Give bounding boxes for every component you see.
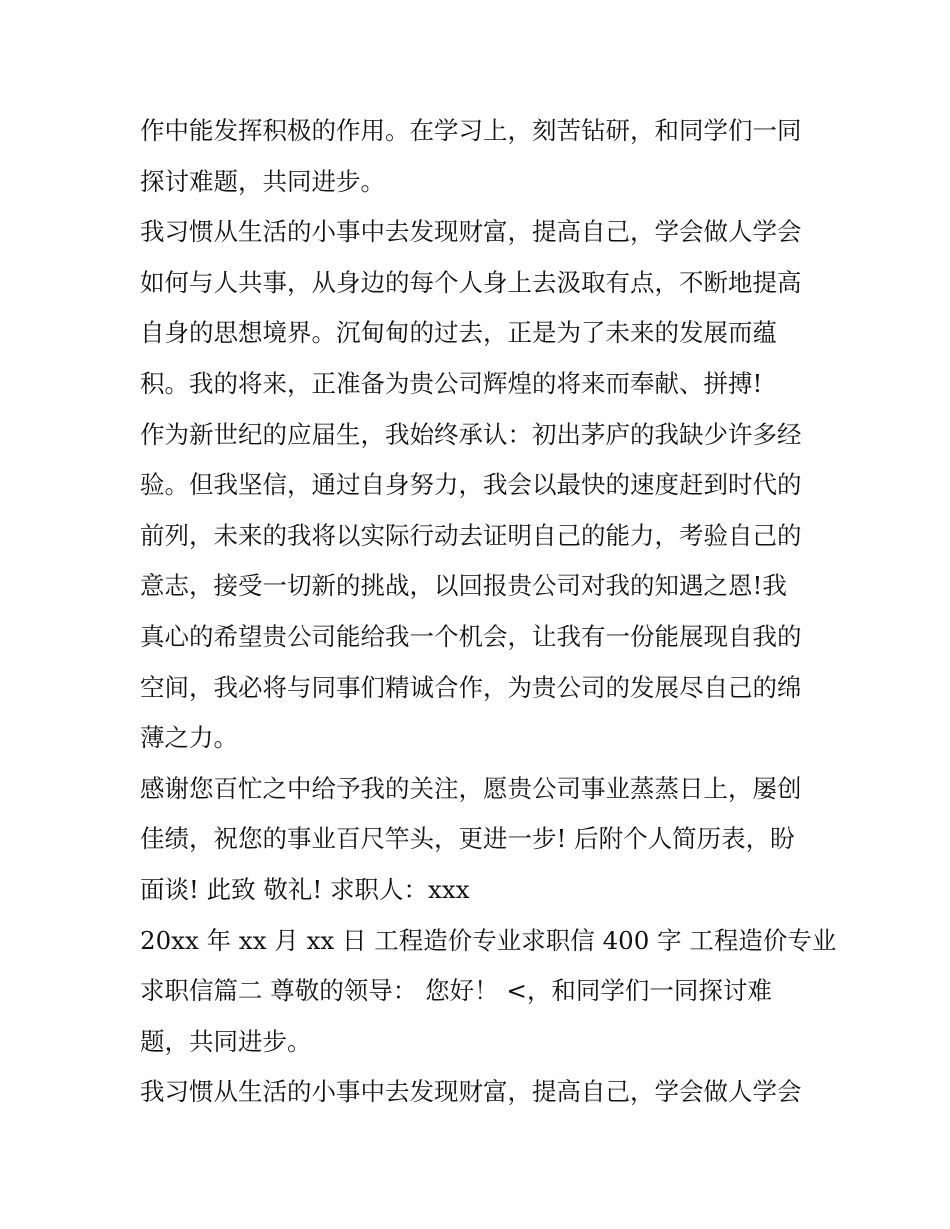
text-line: 感谢您百忙之中给予我的关注，愿贵公司事业蒸蒸日上，屡创: [140, 773, 802, 803]
text-line: 题，共同进步。: [140, 1026, 312, 1056]
text-line: 我习惯从生活的小事中去发现财富，提高自己，学会做人学会: [140, 1077, 802, 1107]
text-line: 求职信篇二 尊敬的领导： 您好！ <，和同学们一同探讨难: [140, 976, 772, 1006]
text-line: 验。但我坚信，通过自身努力，我会以最快的速度赶到时代的: [140, 470, 802, 500]
text-line: 探讨难题，共同进步。: [140, 166, 385, 196]
text-line: 前列，未来的我将以实际行动去证明自己的能力，考验自己的: [140, 520, 802, 550]
text-line: 我习惯从生活的小事中去发现财富，提高自己，学会做人学会: [140, 217, 802, 247]
text-line: 如何与人共事，从身边的每个人身上去汲取有点，不断地提高: [140, 267, 802, 297]
text-line: 意志，接受一切新的挑战，以回报贵公司对我的知遇之恩!我: [140, 571, 787, 601]
text-line: 自身的思想境界。沉甸甸的过去，正是为了未来的发展而蕴: [140, 318, 777, 348]
text-line: 薄之力。: [140, 723, 238, 753]
text-line: 空间，我必将与同事们精诚合作，为贵公司的发展尽自己的绵: [140, 672, 802, 702]
text-line: 真心的希望贵公司能给我一个机会，让我有一份能展现自我的: [140, 621, 802, 651]
body-text: [140, 106, 837, 1118]
text-line: 佳绩，祝您的事业百尺竿头，更进一步! 后附个人简历表，盼: [140, 824, 795, 854]
text-line: 作为新世纪的应届生，我始终承认：初出茅庐的我缺少许多经: [140, 419, 802, 449]
text-line: 作中能发挥积极的作用。在学习上，刻苦钻研，和同学们一同: [140, 116, 802, 145]
text-line: 面谈! 此致 敬礼! 求职人：xxx: [140, 874, 470, 904]
text-line: 20xx 年 xx 月 xx 日 工程造价专业求职信 400 字 工程造价专业: [140, 925, 837, 955]
text-line: 积。我的将来，正准备为贵公司辉煌的将来而奉献、拼搏!: [140, 368, 763, 398]
